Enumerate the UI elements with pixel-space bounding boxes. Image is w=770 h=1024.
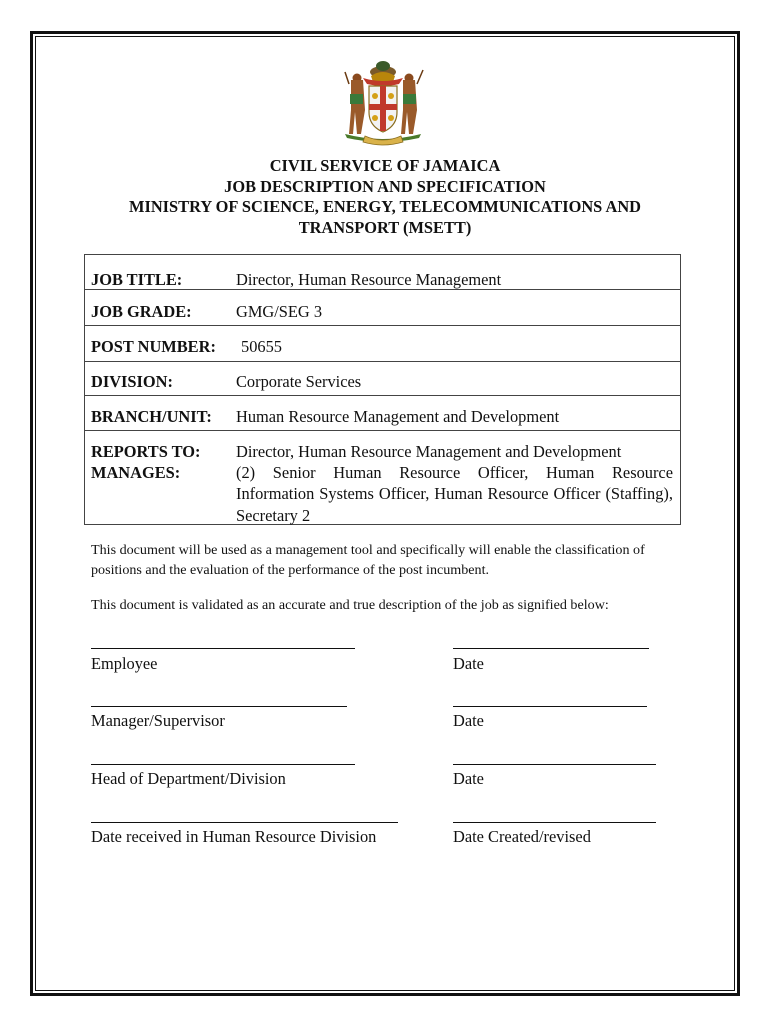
job-grade-label: JOB GRADE: <box>91 302 192 321</box>
branch-unit-label: BRANCH/UNIT: <box>91 407 212 426</box>
manages-label: MANAGES: <box>91 463 181 482</box>
received-label: Date received in Human Resource Division <box>91 827 377 846</box>
job-title-label: JOB TITLE: <box>91 270 183 289</box>
date-label: Date <box>453 654 484 673</box>
date-created-label: Date Created/revised <box>453 827 591 846</box>
division-value: Corporate Services <box>236 372 362 391</box>
job-title-value: Director, Human Resource Management <box>236 270 502 289</box>
divider <box>84 325 681 326</box>
coat-of-arms-icon <box>333 54 433 146</box>
reports-to-value: Director, Human Resource Management and Development <box>236 442 622 461</box>
post-number-value: 50655 <box>241 337 282 356</box>
received-signature-line[interactable] <box>91 822 398 823</box>
document-heading <box>60 156 710 239</box>
post-number-label: POST NUMBER: <box>91 337 216 356</box>
divider <box>84 395 681 396</box>
head-label: Head of Department/Division <box>91 769 286 788</box>
purpose-paragraph: This document will be used as a management tool and specifically will enable the classification of positions and the evaluation of the performance of the post incumbent. <box>91 542 645 578</box>
manager-date-line[interactable] <box>453 706 647 707</box>
divider <box>84 361 681 362</box>
reports-to-label: REPORTS TO: <box>91 442 201 461</box>
validation-paragraph: This document is validated as an accurate and true description of the job as signified below: <box>91 597 609 613</box>
heading-line-2: JOB DESCRIPTION AND SPECIFICATION <box>224 176 546 196</box>
date-label: Date <box>453 711 484 730</box>
manages-value: (2) Senior Human Resource Officer, Human Resource Information Systems Officer, Human Resource Officer (Staffing), Secretary 2 <box>236 463 673 525</box>
manager-signature-line[interactable] <box>91 706 347 707</box>
heading-line-4: TRANSPORT (MSETT) <box>298 218 472 238</box>
employee-label: Employee <box>91 654 158 673</box>
created-date-line[interactable] <box>453 822 656 823</box>
employee-signature-line[interactable] <box>91 648 355 649</box>
divider <box>84 430 681 431</box>
date-label: Date <box>453 769 484 788</box>
manager-label: Manager/Supervisor <box>91 711 225 730</box>
head-signature-line[interactable] <box>91 764 355 765</box>
heading-line-3: MINISTRY OF SCIENCE, ENERGY, TELECOMMUNICATIONS AND <box>128 197 641 217</box>
job-grade-value: GMG/SEG 3 <box>236 302 323 321</box>
division-label: DIVISION: <box>91 372 173 391</box>
employee-date-line[interactable] <box>453 648 649 649</box>
branch-unit-value: Human Resource Management and Development <box>236 407 560 426</box>
heading-line-1: CIVIL SERVICE OF JAMAICA <box>269 156 501 175</box>
head-date-line[interactable] <box>453 764 656 765</box>
